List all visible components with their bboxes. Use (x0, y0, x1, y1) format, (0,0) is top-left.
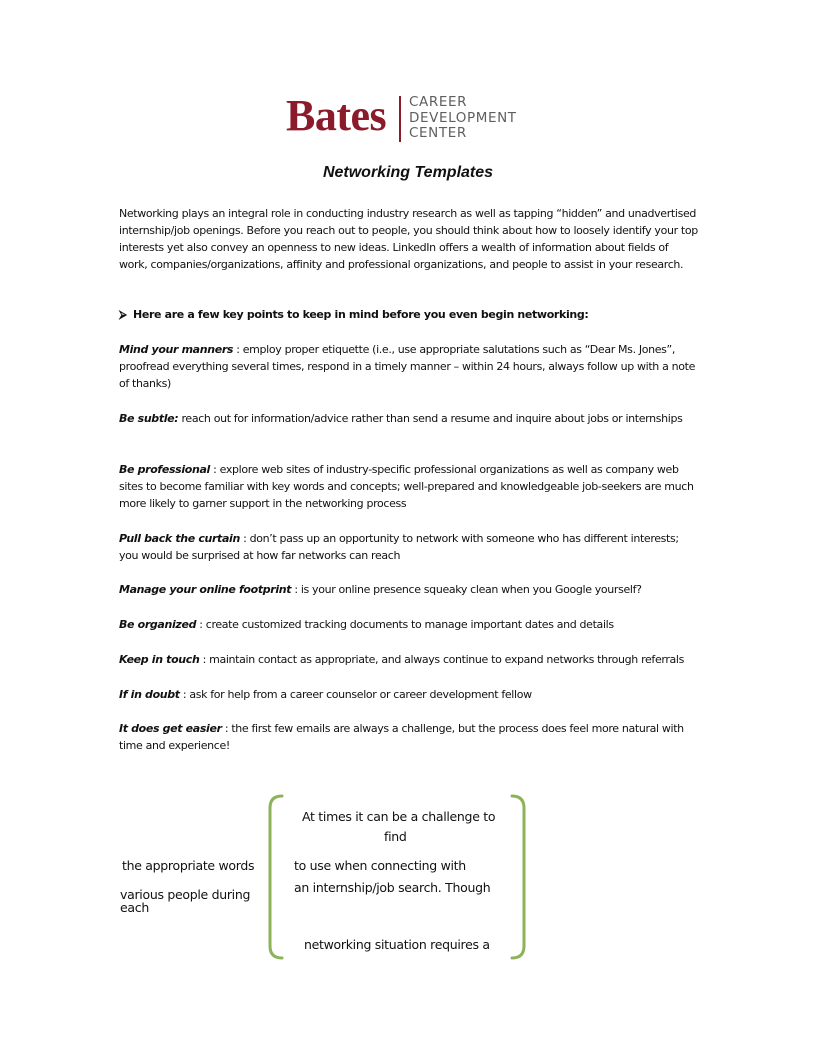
tip-separator: : (196, 618, 206, 631)
callout-mid-2: an internship/job search. Though (294, 880, 491, 895)
tip-text: ask for help from a career counselor or career development fellow (189, 688, 532, 701)
tip-it-does-get-easier (119, 720, 699, 754)
tip-be-subtle (119, 410, 699, 427)
arrow-bullet-icon: ⮚ (119, 308, 127, 321)
tip-separator: : (239, 532, 250, 545)
tip-manage-online-footprint (119, 581, 699, 598)
left-bracket (270, 796, 282, 958)
tip-keep-in-touch (119, 651, 699, 668)
tip-pull-back-the-curtain (119, 530, 699, 564)
tip-text: reach out for information/advice rather than send a resume and inquire about jobs or internships (181, 412, 683, 425)
tip-be-professional (119, 461, 699, 512)
callout-left-1: the appropriate words (122, 858, 255, 873)
tip-term: Be subtle: (119, 412, 179, 425)
tip-term: Keep in touch (119, 653, 200, 666)
callout-left-2b: each (120, 900, 149, 915)
logo-line-2: DEVELOPMENT (409, 109, 517, 126)
tip-text: is your online presence squeaky clean when you Google yourself? (300, 583, 642, 596)
tip-text: don’t pass up an opportunity to network with someone who has different interests; you would be surprised at how far networks can reach (119, 532, 679, 562)
tip-term: Pull back the curtain (119, 532, 240, 545)
callout-line-1: At times it can be a challenge to (302, 809, 496, 824)
tip-be-organized (119, 616, 699, 633)
key-points-heading (119, 306, 699, 323)
tip-separator: : (209, 463, 220, 476)
right-bracket (512, 796, 524, 958)
tip-term: It does get easier (119, 722, 222, 735)
tip-term: Be professional (119, 463, 210, 476)
tip-term: Mind your manners (119, 343, 234, 356)
tip-term: Manage your online footprint (119, 583, 292, 596)
tip-separator: : (221, 722, 232, 735)
logo-wordmark: Bates (286, 91, 387, 140)
tip-text: maintain contact as appropriate, and always continue to expand networks through referrals (209, 653, 684, 666)
logo-divider (399, 96, 401, 142)
logo-line-3: CENTER (409, 125, 467, 141)
tip-text: explore web sites of industry-specific professional organizations as well as company web sites to become familiar with key words and concepts; well-prepared and knowledgeable job-seekers are much more likely to garner support in the networking process (119, 463, 694, 510)
callout-mid-1: to use when connecting with (294, 858, 466, 873)
tip-term: Be organized (119, 618, 197, 631)
callout-line-2: find (384, 829, 407, 844)
logo-line-1: CAREER (409, 94, 468, 110)
tip-text: employ proper etiquette (i.e., use appropriate salutations such as “Dear Ms. Jones”, proofread everything several times, respond in a timely manner – within 24 hours, always follow up with a note of thanks) (119, 343, 695, 390)
intro-paragraph: Networking plays an integral role in conducting industry research as well as tapping “hidden” and unadvertised internship/job openings. Before you reach out to people, you should think about how to loosely identify your top interests yet also convey an openness to new ideas. LinkedIn offers a wealth of information about fields of work, companies/organizations, affinity and professional organizations, and people to assist in your research. (119, 207, 698, 271)
tip-if-in-doubt (119, 686, 699, 703)
tip-separator: : (291, 583, 301, 596)
logo-subtitle (409, 95, 517, 142)
tip-term: If in doubt (119, 688, 180, 701)
page-title: Networking Templates (322, 164, 494, 181)
callout-bottom: networking situation requires a (304, 937, 490, 952)
tip-mind-your-manners (119, 341, 699, 392)
tip-text: create customized tracking documents to manage important dates and details (205, 618, 614, 631)
callout-left-2a: various people during (120, 887, 251, 902)
tip-separator: : (179, 688, 190, 701)
tip-separator: : (233, 343, 243, 356)
tip-separator: : (199, 653, 210, 666)
tip-text: the first few emails are always a challenge, but the process does feel more natural with time and experience! (119, 722, 684, 752)
key-points-heading-text: Here are a few key points to keep in mind before you even begin networking: (133, 308, 589, 321)
